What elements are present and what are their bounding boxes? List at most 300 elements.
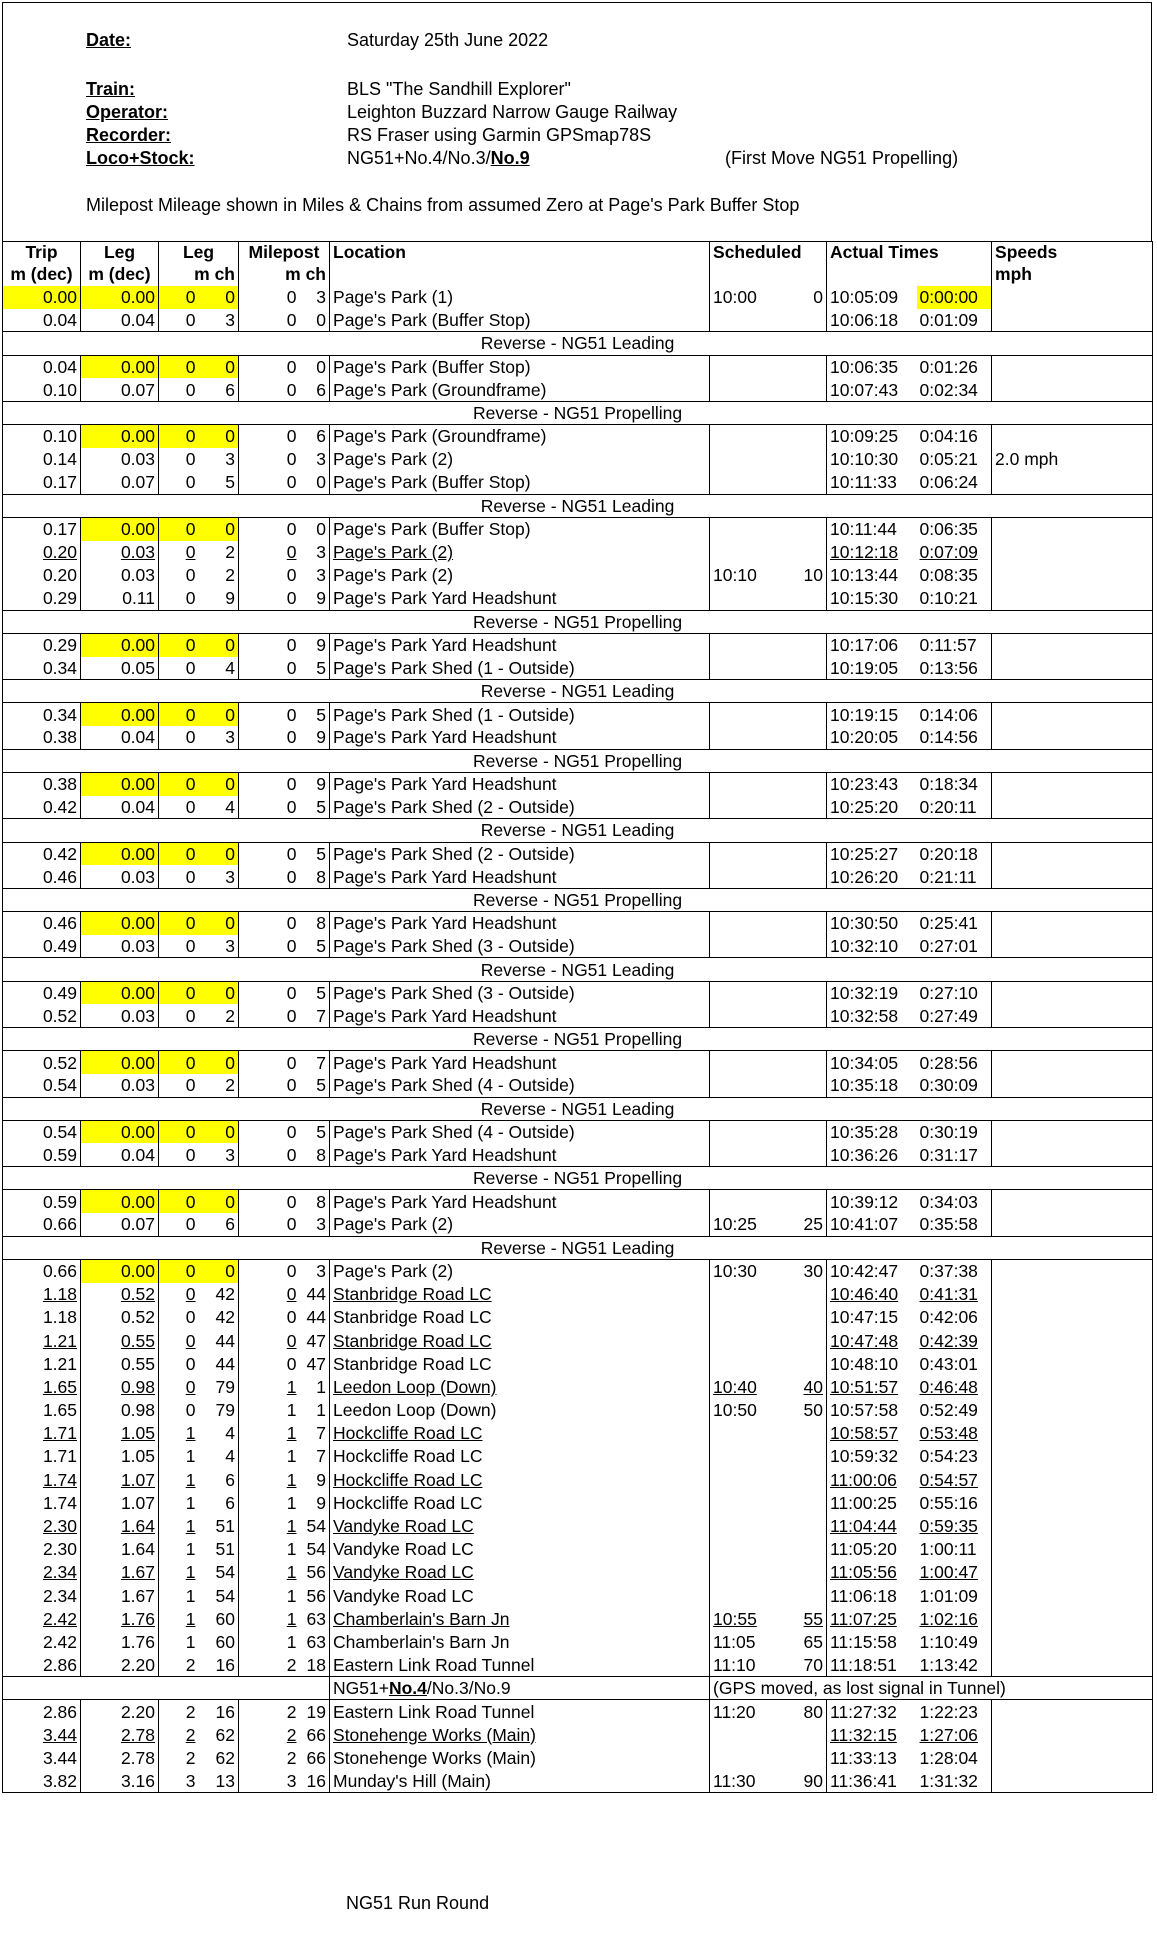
leg-miles-cell: 0 xyxy=(159,1120,199,1143)
location-cell: Hockcliffe Road LC xyxy=(330,1445,710,1468)
timing-row xyxy=(3,1746,1153,1769)
scheduled-minutes-cell: 0 xyxy=(813,287,824,308)
trip-cell: 0.59 xyxy=(3,1143,81,1166)
actual-time-cell: 10:09:25 xyxy=(827,425,917,448)
location-cell: Page's Park (Groundframe) xyxy=(330,425,710,448)
location-cell: Page's Park (2) xyxy=(330,541,710,564)
leg-miles-cell: 0 xyxy=(159,1329,199,1352)
scheduled-time-cell xyxy=(710,541,770,564)
milepost-chains-cell: 9 xyxy=(316,588,327,609)
leg-dec-cell: 0.00 xyxy=(81,1190,159,1213)
leg-dec-cell: 0.07 xyxy=(81,378,159,401)
timing-row xyxy=(3,1607,1153,1630)
speed-cell xyxy=(992,1143,1153,1166)
location-cell: Page's Park Yard Headshunt xyxy=(330,1051,710,1074)
actual-time-cell: 11:36:41 xyxy=(827,1770,917,1793)
elapsed-time-cell: 0:42:06 xyxy=(919,1307,978,1328)
scheduled-time-cell xyxy=(710,1051,770,1074)
trip-cell: 0.20 xyxy=(3,564,81,587)
milepost-miles-cell: 1 xyxy=(239,1468,300,1491)
speed-cell xyxy=(992,471,1153,494)
milepost-miles-cell: 0 xyxy=(239,657,300,680)
direction-label: Reverse - NG51 Leading xyxy=(3,680,1153,703)
leg-chains-cell: 0 xyxy=(199,772,239,795)
milepost-chains-cell: 3 xyxy=(316,449,327,470)
elapsed-time-cell: 0:27:10 xyxy=(919,982,978,1003)
milepost-chains-cell: 0 xyxy=(316,310,327,331)
leg-dec-cell: 0.03 xyxy=(81,865,159,888)
location-cell: Page's Park Yard Headshunt xyxy=(330,865,710,888)
milepost-chains-cell: 54 xyxy=(306,1539,327,1560)
location-cell: Stanbridge Road LC xyxy=(330,1329,710,1352)
elapsed-time-cell: 0:25:41 xyxy=(919,913,978,934)
leg-dec-cell: 1.64 xyxy=(81,1514,159,1537)
leg-miles-cell: 0 xyxy=(159,1306,199,1329)
location-cell: Page's Park Yard Headshunt xyxy=(330,726,710,749)
loco-note: (First Move NG51 Propelling) xyxy=(725,148,959,168)
scheduled-minutes-cell xyxy=(770,703,827,726)
elapsed-time-cell: 0:21:11 xyxy=(919,866,977,887)
leg-chains-cell: 3 xyxy=(225,310,235,331)
leg-miles-cell: 0 xyxy=(159,772,199,795)
direction-separator-row xyxy=(3,819,1153,842)
leg-chains-cell: 3 xyxy=(225,866,235,887)
timing-row xyxy=(3,378,1153,401)
location-cell: Chamberlain's Barn Jn xyxy=(330,1630,710,1653)
location-cell: Page's Park Yard Headshunt xyxy=(330,1143,710,1166)
leg-miles-cell: 3 xyxy=(159,1770,199,1793)
timing-rows xyxy=(3,286,1153,1793)
leg-chains-cell: 4 xyxy=(225,1446,235,1467)
trip-cell: 0.66 xyxy=(3,1213,81,1236)
milepost-chains-cell: 0 xyxy=(316,472,327,493)
milepost-chains-cell: 5 xyxy=(316,1075,327,1096)
leg-dec-cell: 0.03 xyxy=(81,1074,159,1097)
trip-cell: 0.14 xyxy=(3,448,81,471)
scheduled-minutes-cell xyxy=(770,378,827,401)
leg-miles-cell: 0 xyxy=(159,355,199,378)
milepost-miles-cell: 1 xyxy=(239,1422,300,1445)
speed-cell xyxy=(992,1120,1153,1143)
milepost-miles-cell: 3 xyxy=(239,1770,300,1793)
trip-cell: 0.00 xyxy=(3,286,81,309)
leg-dec-cell: 1.67 xyxy=(81,1561,159,1584)
leg-miles-cell: 1 xyxy=(159,1607,199,1630)
leg-miles-cell: 0 xyxy=(159,726,199,749)
leg-miles-cell: 1 xyxy=(159,1538,199,1561)
timing-row xyxy=(3,1213,1153,1236)
milepost-chains-cell: 44 xyxy=(306,1284,327,1305)
leg-miles-cell: 0 xyxy=(159,309,199,332)
loco-label: Loco+Stock: xyxy=(86,148,195,168)
leg-miles-cell: 0 xyxy=(159,471,199,494)
timing-row xyxy=(3,1306,1153,1329)
scheduled-time-cell xyxy=(710,1306,770,1329)
elapsed-time-cell: 1:00:11 xyxy=(919,1539,977,1560)
actual-time-cell: 10:47:48 xyxy=(827,1329,917,1352)
scheduled-time-cell: 11:30 xyxy=(710,1770,770,1793)
milepost-miles-cell: 0 xyxy=(239,726,300,749)
timing-row xyxy=(3,541,1153,564)
speed-cell xyxy=(992,425,1153,448)
location-cell: Page's Park Shed (3 - Outside) xyxy=(330,935,710,958)
milepost-chains-cell: 0 xyxy=(316,356,327,377)
speed-cell xyxy=(992,517,1153,540)
date-label: Date: xyxy=(86,30,132,50)
timing-row xyxy=(3,1283,1153,1306)
scheduled-time-cell xyxy=(710,1746,770,1769)
scheduled-time-cell xyxy=(710,1584,770,1607)
leg-dec-cell: 0.00 xyxy=(81,1120,159,1143)
scheduled-minutes-cell xyxy=(770,309,827,332)
milepost-miles-cell: 0 xyxy=(239,541,300,564)
actual-time-cell: 11:33:13 xyxy=(827,1746,917,1769)
actual-time-cell: 10:10:30 xyxy=(827,448,917,471)
scheduled-minutes-cell: 70 xyxy=(803,1654,824,1675)
location-cell: Page's Park Shed (2 - Outside) xyxy=(330,842,710,865)
milepost-miles-cell: 0 xyxy=(239,355,300,378)
col-leg: Leg xyxy=(81,242,159,264)
col-trip-unit: m (dec) xyxy=(3,264,81,286)
speed-cell xyxy=(992,1468,1153,1491)
direction-separator-row xyxy=(3,1028,1153,1051)
scheduled-minutes-cell xyxy=(770,1190,827,1213)
timing-row xyxy=(3,1375,1153,1398)
scheduled-minutes-cell: 80 xyxy=(803,1701,824,1722)
scheduled-time-cell: 10:10 xyxy=(710,564,770,587)
milepost-miles-cell: 0 xyxy=(239,981,300,1004)
scheduled-time-cell xyxy=(710,309,770,332)
direction-label: Reverse - NG51 Propelling xyxy=(3,1167,1153,1190)
speed-cell xyxy=(992,587,1153,610)
timing-row xyxy=(3,1630,1153,1653)
elapsed-time-cell: 0:35:58 xyxy=(919,1214,978,1235)
speed-cell xyxy=(992,1723,1153,1746)
direction-label: Reverse - NG51 Leading xyxy=(3,1097,1153,1120)
leg-miles-cell: 0 xyxy=(159,564,199,587)
milepost-chains-cell: 8 xyxy=(316,866,327,887)
scheduled-time-cell xyxy=(710,587,770,610)
timing-row xyxy=(3,726,1153,749)
train-label: Train: xyxy=(86,79,136,99)
actual-time-cell: 10:35:28 xyxy=(827,1120,917,1143)
speed-cell xyxy=(992,1375,1153,1398)
scheduled-time-cell: 10:55 xyxy=(710,1607,770,1630)
milepost-chains-cell: 8 xyxy=(316,1144,327,1165)
leg-dec-cell: 0.98 xyxy=(81,1399,159,1422)
timing-row xyxy=(3,981,1153,1004)
elapsed-time-cell: 0:59:35 xyxy=(919,1516,978,1537)
elapsed-time-cell: 0:06:35 xyxy=(919,519,978,540)
elapsed-time-cell: 0:34:03 xyxy=(919,1191,978,1212)
direction-separator-row xyxy=(3,610,1153,633)
location-cell: Page's Park Shed (1 - Outside) xyxy=(330,657,710,680)
location-cell: Page's Park Yard Headshunt xyxy=(330,912,710,935)
leg-chains-cell: 3 xyxy=(225,727,235,748)
scheduled-minutes-cell xyxy=(770,1422,827,1445)
trip-cell: 0.29 xyxy=(3,587,81,610)
milepost-miles-cell: 0 xyxy=(239,286,300,309)
trip-cell: 0.66 xyxy=(3,1259,81,1282)
scheduled-minutes-cell xyxy=(770,1746,827,1769)
milepost-chains-cell: 1 xyxy=(316,1376,327,1397)
leg-chains-cell: 0 xyxy=(199,1190,239,1213)
milepost-chains-cell: 5 xyxy=(316,704,327,725)
actual-time-cell: 10:47:15 xyxy=(827,1306,917,1329)
scheduled-time-cell xyxy=(710,1074,770,1097)
direction-label: Reverse - NG51 Propelling xyxy=(3,401,1153,424)
trip-cell: 2.30 xyxy=(3,1538,81,1561)
trip-cell: 0.29 xyxy=(3,633,81,656)
scheduled-time-cell xyxy=(710,1561,770,1584)
actual-time-cell: 10:07:43 xyxy=(827,378,917,401)
milepost-miles-cell: 0 xyxy=(239,935,300,958)
trip-cell: 2.34 xyxy=(3,1561,81,1584)
elapsed-time-cell: 0:30:19 xyxy=(919,1122,978,1143)
timing-row xyxy=(3,1770,1153,1793)
leg-dec-cell: 0.07 xyxy=(81,471,159,494)
milepost-chains-cell: 63 xyxy=(306,1631,327,1652)
trip-cell: 2.86 xyxy=(3,1654,81,1677)
milepost-chains-cell: 8 xyxy=(316,1191,327,1212)
leg-dec-cell: 1.05 xyxy=(81,1422,159,1445)
elapsed-time-cell: 0:07:09 xyxy=(919,542,978,563)
leg-chains-cell: 2 xyxy=(225,565,235,586)
location-cell: Stanbridge Road LC xyxy=(330,1352,710,1375)
scheduled-minutes-cell xyxy=(770,1283,827,1306)
scheduled-minutes-cell: 90 xyxy=(770,1770,827,1793)
col-milepost-unit: m ch xyxy=(239,264,330,286)
leg-chains-cell: 0 xyxy=(199,355,239,378)
speed-cell xyxy=(992,355,1153,378)
scheduled-time-cell xyxy=(710,1538,770,1561)
leg-miles-cell: 0 xyxy=(159,1143,199,1166)
elapsed-time-cell: 1:27:06 xyxy=(919,1724,978,1745)
elapsed-time-cell: 0:54:23 xyxy=(919,1446,978,1467)
milepost-miles-cell: 0 xyxy=(239,309,300,332)
direction-label: Reverse - NG51 Propelling xyxy=(3,888,1153,911)
actual-time-cell: 10:57:58 xyxy=(827,1399,917,1422)
leg-dec-cell: 0.05 xyxy=(81,657,159,680)
recorder-label: Recorder: xyxy=(86,125,172,145)
leg-chains-cell: 0 xyxy=(199,1259,239,1282)
column-subheader-row xyxy=(3,264,1153,286)
location-cell: Stanbridge Road LC xyxy=(330,1283,710,1306)
elapsed-time-cell: 0:30:09 xyxy=(919,1075,978,1096)
location-cell: Page's Park Yard Headshunt xyxy=(330,587,710,610)
location-cell: Leedon Loop (Down) xyxy=(330,1399,710,1422)
elapsed-time-cell: 1:22:23 xyxy=(919,1701,978,1722)
col-trip: Trip xyxy=(3,242,81,264)
elapsed-time-cell: 0:20:11 xyxy=(919,796,977,817)
trip-cell: 0.04 xyxy=(3,309,81,332)
leg-miles-cell: 0 xyxy=(159,633,199,656)
milepost-miles-cell: 0 xyxy=(239,1120,300,1143)
leg-chains-cell: 16 xyxy=(215,1654,235,1675)
location-cell: Page's Park Yard Headshunt xyxy=(330,1190,710,1213)
elapsed-time-cell: 1:13:42 xyxy=(919,1654,978,1675)
elapsed-time-cell: 0:37:38 xyxy=(919,1261,978,1282)
leg-chains-cell: 60 xyxy=(215,1631,235,1652)
direction-label: Reverse - NG51 Propelling xyxy=(3,749,1153,772)
actual-time-cell: 11:05:56 xyxy=(827,1561,917,1584)
direction-separator-row xyxy=(3,1236,1153,1259)
operator-value: Leighton Buzzard Narrow Gauge Railway xyxy=(347,102,678,122)
milepost-miles-cell: 0 xyxy=(239,772,300,795)
consist-note: (GPS moved, as lost signal in Tunnel) xyxy=(710,1677,1153,1700)
scheduled-time-cell xyxy=(710,1283,770,1306)
leg-dec-cell: 0.52 xyxy=(81,1283,159,1306)
milepost-miles-cell: 0 xyxy=(239,912,300,935)
leg-chains-cell: 0 xyxy=(199,981,239,1004)
actual-time-cell: 11:00:06 xyxy=(827,1468,917,1491)
scheduled-minutes-cell xyxy=(770,842,827,865)
timing-row xyxy=(3,865,1153,888)
timing-sheet xyxy=(2,2,1152,1793)
milepost-miles-cell: 0 xyxy=(239,1283,300,1306)
leg-chains-cell: 54 xyxy=(215,1585,235,1606)
milepost-chains-cell: 1 xyxy=(316,1400,327,1421)
actual-time-cell: 10:39:12 xyxy=(827,1190,917,1213)
milepost-chains-cell: 7 xyxy=(316,1423,327,1444)
scheduled-minutes-cell xyxy=(770,935,827,958)
leg-dec-cell: 0.52 xyxy=(81,1306,159,1329)
location-cell: Hockcliffe Road LC xyxy=(330,1468,710,1491)
milepost-chains-cell: 5 xyxy=(316,657,327,678)
elapsed-time-cell: 0:54:57 xyxy=(919,1469,978,1490)
actual-time-cell: 10:20:05 xyxy=(827,726,917,749)
leg-dec-cell: 0.00 xyxy=(81,842,159,865)
trip-cell: 2.34 xyxy=(3,1584,81,1607)
trip-cell: 0.49 xyxy=(3,981,81,1004)
trip-cell: 3.44 xyxy=(3,1746,81,1769)
col-speeds-unit: mph xyxy=(992,264,1153,286)
leg-chains-cell: 13 xyxy=(199,1770,239,1793)
elapsed-time-cell: 0:18:34 xyxy=(919,774,978,795)
scheduled-minutes-cell xyxy=(770,1561,827,1584)
scheduled-time-cell xyxy=(710,865,770,888)
actual-time-cell: 11:32:15 xyxy=(827,1723,917,1746)
milepost-chains-cell: 8 xyxy=(316,913,327,934)
location-cell: Page's Park (2) xyxy=(330,1213,710,1236)
milepost-miles-cell: 0 xyxy=(239,1306,300,1329)
actual-time-cell: 10:59:32 xyxy=(827,1445,917,1468)
actual-time-cell: 10:19:05 xyxy=(827,657,917,680)
leg-miles-cell: 2 xyxy=(159,1746,199,1769)
scheduled-minutes-cell xyxy=(770,1468,827,1491)
elapsed-time-cell: 1:28:04 xyxy=(919,1747,978,1768)
timing-row xyxy=(3,772,1153,795)
leg-miles-cell: 1 xyxy=(159,1630,199,1653)
milepost-miles-cell: 0 xyxy=(239,633,300,656)
speed-cell xyxy=(992,981,1153,1004)
trip-cell: 1.65 xyxy=(3,1399,81,1422)
scheduled-time-cell xyxy=(710,1445,770,1468)
milepost-miles-cell: 1 xyxy=(239,1491,300,1514)
leg-chains-cell: 3 xyxy=(225,449,235,470)
leg-miles-cell: 1 xyxy=(159,1514,199,1537)
leg-dec-cell: 1.07 xyxy=(81,1491,159,1514)
leg-chains-cell: 0 xyxy=(199,1051,239,1074)
leg-chains-cell: 3 xyxy=(225,936,235,957)
scheduled-time-cell xyxy=(710,935,770,958)
scheduled-minutes-cell xyxy=(770,633,827,656)
scheduled-time-cell xyxy=(710,1514,770,1537)
leg-miles-cell: 2 xyxy=(159,1654,199,1677)
direction-label: Reverse - NG51 Leading xyxy=(3,332,1153,355)
col-leg-unit: m (dec) xyxy=(81,264,159,286)
speed-cell xyxy=(992,1004,1153,1027)
elapsed-time-cell: 1:01:09 xyxy=(919,1585,978,1606)
actual-time-cell: 10:25:27 xyxy=(827,842,917,865)
actual-time-cell: 11:15:58 xyxy=(827,1630,917,1653)
timing-row xyxy=(3,1422,1153,1445)
leg-dec-cell: 0.00 xyxy=(81,517,159,540)
scheduled-time-cell xyxy=(710,1352,770,1375)
trip-cell: 2.42 xyxy=(3,1630,81,1653)
scheduled-minutes-cell xyxy=(770,1143,827,1166)
leg-miles-cell: 1 xyxy=(159,1561,199,1584)
location-cell: Stonehenge Works (Main) xyxy=(330,1723,710,1746)
speed-cell xyxy=(992,1654,1153,1677)
milepost-chains-cell: 5 xyxy=(316,796,327,817)
trip-cell: 0.20 xyxy=(3,541,81,564)
leg-dec-cell: 0.00 xyxy=(81,772,159,795)
scheduled-time-cell xyxy=(710,703,770,726)
milepost-miles-cell: 1 xyxy=(239,1514,300,1537)
leg-miles-cell: 0 xyxy=(159,1283,199,1306)
speed-cell xyxy=(992,1561,1153,1584)
leg-dec-cell: 1.67 xyxy=(81,1584,159,1607)
direction-label: Reverse - NG51 Propelling xyxy=(3,1028,1153,1051)
location-cell: Page's Park (2) xyxy=(330,448,710,471)
timing-row xyxy=(3,1399,1153,1422)
milepost-miles-cell: 0 xyxy=(239,1074,300,1097)
milepost-chains-cell: 56 xyxy=(306,1562,327,1583)
elapsed-time-cell: 0:00:00 xyxy=(917,286,992,309)
milepost-miles-cell: 0 xyxy=(239,425,300,448)
timing-row xyxy=(3,564,1153,587)
leg-dec-cell: 1.07 xyxy=(81,1468,159,1491)
elapsed-time-cell: 0:02:34 xyxy=(919,379,978,400)
scheduled-time-cell: 11:10 xyxy=(710,1654,770,1677)
milepost-miles-cell: 2 xyxy=(239,1746,300,1769)
speed-cell xyxy=(992,1746,1153,1769)
scheduled-minutes-cell: 50 xyxy=(803,1400,824,1421)
speed-cell xyxy=(992,1607,1153,1630)
milepost-chains-cell: 63 xyxy=(306,1608,327,1629)
trip-cell: 0.54 xyxy=(3,1074,81,1097)
leg-chains-cell: 0 xyxy=(199,842,239,865)
scheduled-minutes-cell xyxy=(770,587,827,610)
location-cell: Vandyke Road LC xyxy=(330,1584,710,1607)
leg-chains-cell: 62 xyxy=(215,1747,235,1768)
milepost-miles-cell: 0 xyxy=(239,448,300,471)
speed-cell xyxy=(992,1630,1153,1653)
scheduled-time-cell xyxy=(710,1120,770,1143)
timing-row xyxy=(3,703,1153,726)
timing-row xyxy=(3,1004,1153,1027)
leg-dec-cell: 0.00 xyxy=(81,633,159,656)
actual-time-cell: 10:13:44 xyxy=(827,564,917,587)
milepost-miles-cell: 1 xyxy=(239,1445,300,1468)
leg-dec-cell: 0.11 xyxy=(81,587,159,610)
scheduled-minutes-cell xyxy=(770,912,827,935)
scheduled-time-cell: 10:25 xyxy=(710,1213,770,1236)
scheduled-minutes-cell xyxy=(770,1004,827,1027)
leg-chains-cell: 42 xyxy=(215,1284,235,1305)
location-cell: Vandyke Road LC xyxy=(330,1514,710,1537)
